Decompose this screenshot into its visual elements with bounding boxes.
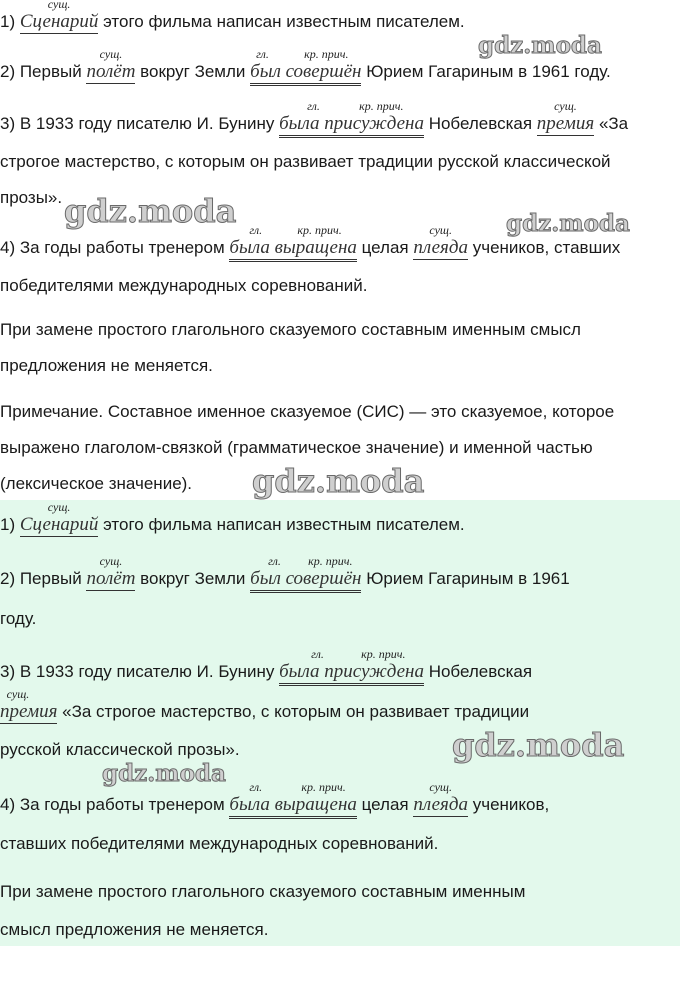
sentence-3: 3) В 1933 году писателю И. Бунину гл. кр. прич. была присуждена Нобелевская сущ. премия «За bbox=[0, 114, 628, 138]
subject-word: сущ. плеяда bbox=[413, 780, 468, 815]
sentence-2: 2) Первый сущ. полёт вокруг Земли гл. кр. прич. был совершён Юрием Гагариным в 1961 bbox=[0, 569, 570, 593]
subject-word: сущ. Сценарий bbox=[20, 12, 99, 34]
sentence-3-line-2: строгое мастерство, с которым он развивает традиции русской классической bbox=[0, 152, 611, 171]
predicate-words: гл. кр. прич. была выращена bbox=[229, 238, 356, 262]
watermark: gdz.moda bbox=[102, 760, 226, 787]
conclusion-line-2: смысл предложения не меняется. bbox=[0, 920, 269, 939]
conclusion-line-1: При замене простого глагольного сказуемого составным именным смысл bbox=[0, 320, 581, 339]
sentence-2: 2) Первый сущ. полёт вокруг Земли гл. кр. прич. был совершён Юрием Гагариным в 1961 году. bbox=[0, 62, 611, 86]
sentence-4-line-2: ставших победителями международных соревнований. bbox=[0, 834, 439, 853]
watermark: gdz.moda bbox=[452, 726, 625, 764]
watermark: gdz.moda bbox=[252, 462, 425, 500]
subject-word: сущ. плеяда bbox=[413, 223, 468, 258]
watermark: gdz.moda bbox=[506, 210, 630, 237]
sentence-3-line-2: сущ. премия «За строгое мастерство, с которым он развивает традиции bbox=[0, 687, 530, 722]
sentence-text: этого фильма написан известным писателем. bbox=[103, 12, 465, 31]
watermark: gdz.moda bbox=[64, 192, 237, 230]
sentence-4: 4) За годы работы тренером гл. кр. прич. была выращена целая сущ. плеяда учеников, ставших bbox=[0, 238, 620, 262]
annotation-noun: сущ. bbox=[47, 0, 71, 11]
sentence-3-line-3: русской классической прозы». bbox=[0, 740, 240, 759]
sentence-4-line-2: победителями международных соревнований. bbox=[0, 276, 368, 295]
subject-word: сущ. полёт bbox=[86, 47, 136, 82]
predicate-words: гл. кр. прич. был совершён bbox=[250, 62, 361, 86]
sentence-2-line-2: году. bbox=[0, 609, 37, 628]
sentence-number: 1) bbox=[0, 12, 16, 31]
sentence-3-line-3: прозы». bbox=[0, 188, 63, 207]
note-line-3: (лексическое значение). bbox=[0, 474, 193, 493]
subject-word: сущ. полёт bbox=[86, 554, 136, 589]
sentence-3: 3) В 1933 году писателю И. Бунину гл. кр. прич. была присуждена Нобелевская bbox=[0, 662, 532, 686]
watermark: gdz.moda bbox=[478, 32, 602, 59]
predicate-words: гл. кр. прич. была присуждена bbox=[279, 662, 424, 686]
conclusion-line-1: При замене простого глагольного сказуемого составным именным bbox=[0, 882, 526, 901]
note-line-1: Примечание. Составное именное сказуемое (СИС) — это сказуемое, которое bbox=[0, 402, 615, 421]
note-line-2: выражено глаголом-связкой (грамматическое значение) и именной частью bbox=[0, 438, 593, 457]
predicate-words: гл. кр. прич. была выращена bbox=[229, 795, 356, 819]
subject-word: сущ. Сценарий bbox=[19, 500, 99, 535]
sentence-4: 4) За годы работы тренером гл. кр. прич. была выращена целая сущ. плеяда учеников, bbox=[0, 795, 549, 819]
predicate-words: гл. кр. прич. была присуждена bbox=[279, 114, 424, 138]
subject-word: сущ. премия bbox=[0, 687, 58, 722]
conclusion-line-2: предложения не меняется. bbox=[0, 356, 213, 375]
predicate-words: гл. кр. прич. был совершён bbox=[250, 569, 361, 593]
sentence-1: 1) сущ. Сценарий этого фильма написан известным писателем. bbox=[0, 500, 465, 535]
sentence-1 bbox=[0, 0, 465, 34]
subject-word: сущ. премия bbox=[536, 99, 595, 134]
